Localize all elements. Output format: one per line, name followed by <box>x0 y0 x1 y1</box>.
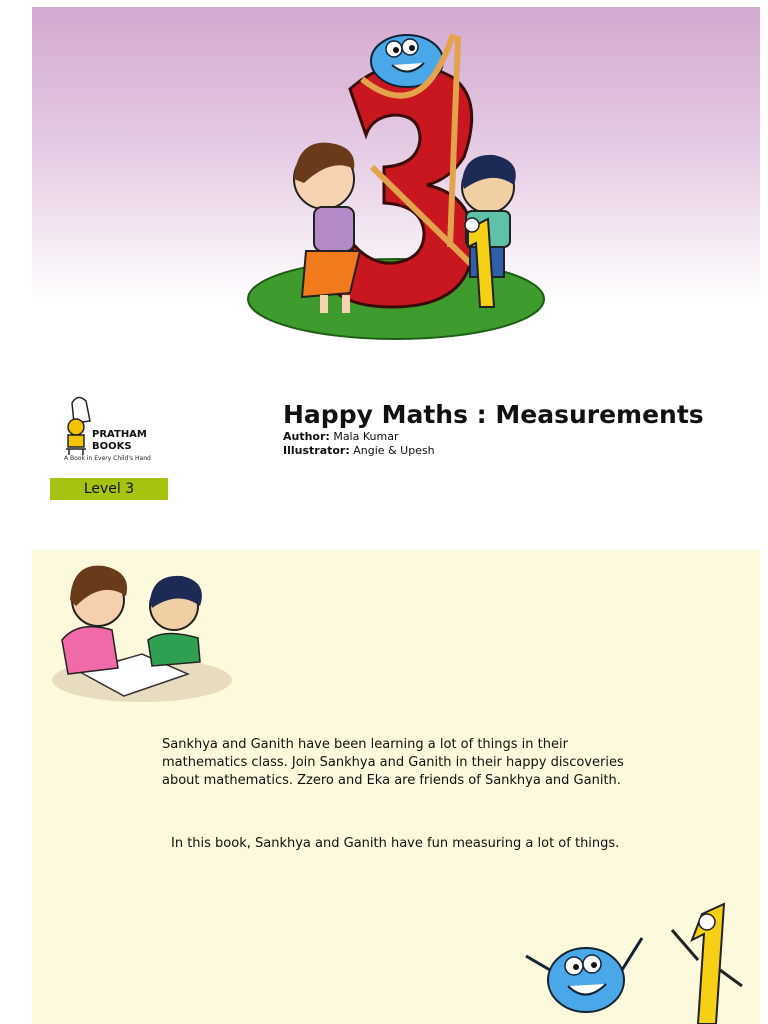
author-credit <box>283 430 398 443</box>
publisher-name: PRATHAM BOOKS <box>92 429 147 452</box>
book-note: In this book, Sankhya and Ganith have fun measuring a lot of things. <box>171 836 620 851</box>
children-reading-book-illustration <box>32 550 232 730</box>
book-title: Happy Maths : Measurements <box>283 400 704 429</box>
illustrator-credit <box>283 444 435 457</box>
cover-panel <box>32 7 760 337</box>
illustrator-name: Angie & Upesh <box>353 444 435 457</box>
illustrator-label: Illustrator: <box>283 444 350 457</box>
zero-and-one-characters-illustration <box>502 900 752 1024</box>
book-description: Sankhya and Ganith have been learning a lot of things in their mathematics class. Join Sankhya and Ganith in their happy discoveries about mathematics. Zzero and Eka are friends of Sankhya and Ganith. <box>162 737 624 788</box>
intro-page <box>32 550 760 1024</box>
author-name: Mala Kumar <box>333 430 399 443</box>
cover-illustration <box>32 7 760 347</box>
author-label: Author: <box>283 430 330 443</box>
level-badge: Level 3 <box>50 478 168 500</box>
publisher-tagline: A Book in Every Child's Hand <box>64 455 151 462</box>
